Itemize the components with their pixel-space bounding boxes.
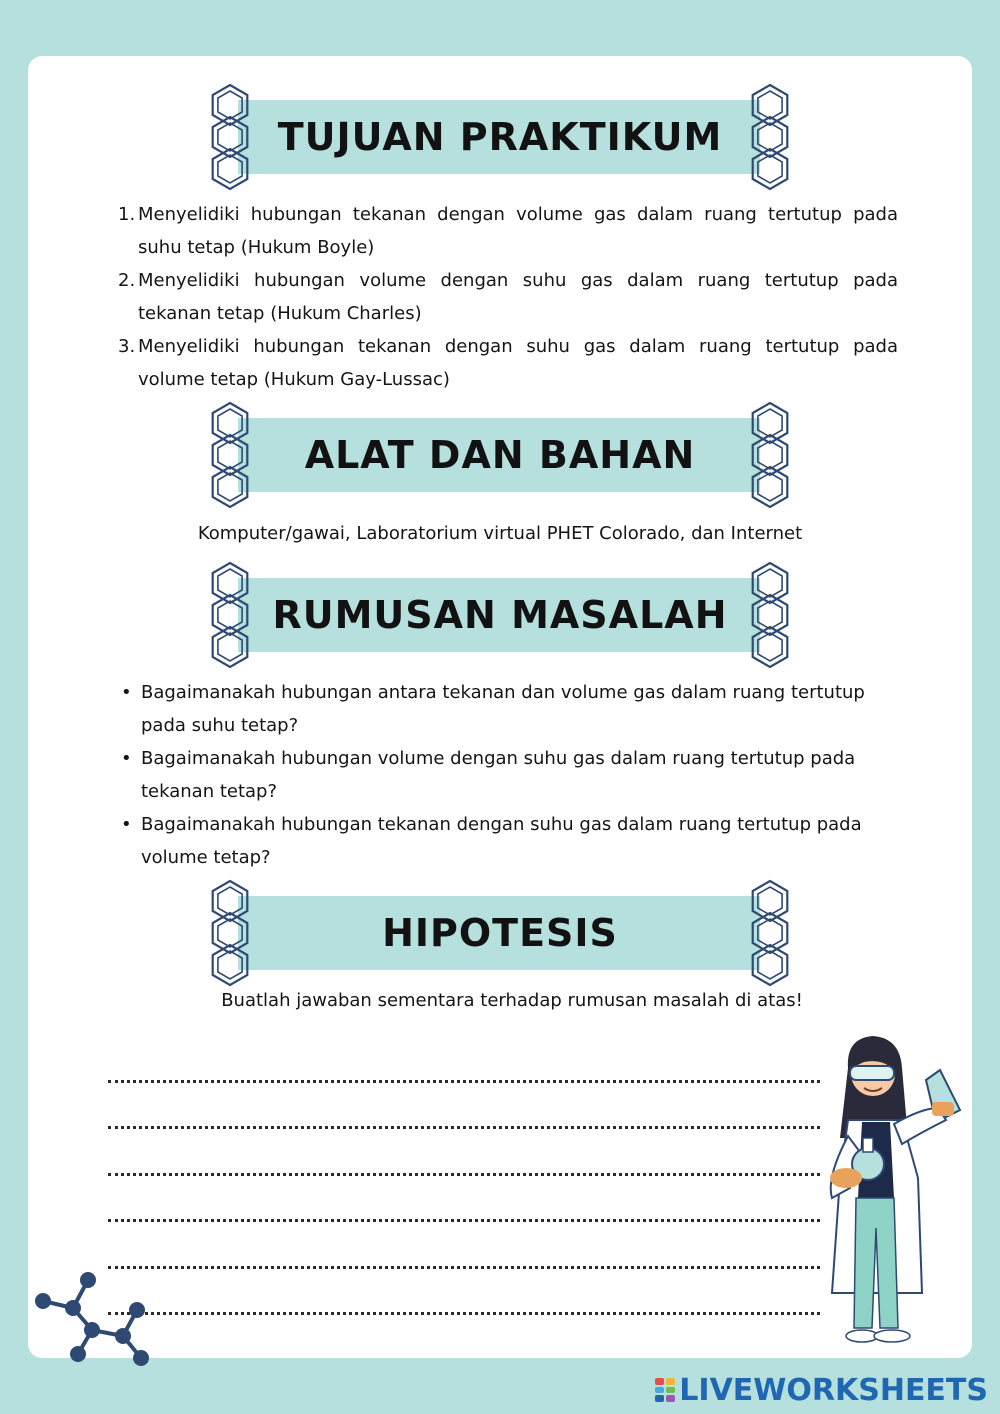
section-title: RUMUSAN MASALAH [272,593,728,637]
liveworksheets-logo[interactable] [655,1372,988,1408]
banner-alat [200,400,800,510]
objectives-list [118,198,898,396]
answer-line[interactable] [108,1036,820,1083]
list-item: 1. Menyelidiki hubungan tekanan dengan volume gas dalam ruang tertutup pada suhu tetap (Hukum Boyle) [118,204,898,258]
answer-line[interactable] [108,1176,820,1223]
answer-line[interactable] [108,1129,820,1176]
section-title: ALAT DAN BAHAN [304,433,696,477]
logo-text: LIVEWORKSHEETS [679,1372,988,1408]
list-item: • Bagaimanakah hubungan volume dengan suhu gas dalam ruang tertutup pada tekanan tetap? [121,748,856,802]
molecule-icon [30,1270,155,1370]
list-item: • Bagaimanakah hubungan antara tekanan dan volume gas dalam ruang tertutup pada suhu tetap? [121,682,865,736]
section-title: HIPOTESIS [382,911,618,955]
banner-tujuan [200,82,800,192]
banner-rumusan [200,560,800,670]
questions-list [118,676,908,874]
answer-line[interactable] [108,1083,820,1130]
section-title: TUJUAN PRAKTIKUM [277,115,723,159]
answer-area[interactable] [108,1036,820,1315]
list-item: 2. Menyelidiki hubungan volume dengan suhu gas dalam ruang tertutup pada tekanan tetap (Hukum Charles) [118,270,898,324]
hypothesis-instruction: Buatlah jawaban sementara terhadap rumusan masalah di atas! [221,990,803,1011]
answer-line[interactable] [108,1222,820,1269]
list-item: 3. Menyelidiki hubungan tekanan dengan suhu gas dalam ruang tertutup pada volume tetap (Hukum Gay-Lussac) [118,336,898,390]
logo-mark-icon [655,1378,675,1402]
scientist-icon [818,1028,978,1358]
answer-line[interactable] [108,1269,820,1316]
list-item: • Bagaimanakah hubungan tekanan dengan suhu gas dalam ruang tertutup pada volume tetap? [121,814,862,868]
banner-hipotesis [200,878,800,988]
materials-text: Komputer/gawai, Laboratorium virtual PHET Colorado, dan Internet [197,523,803,544]
